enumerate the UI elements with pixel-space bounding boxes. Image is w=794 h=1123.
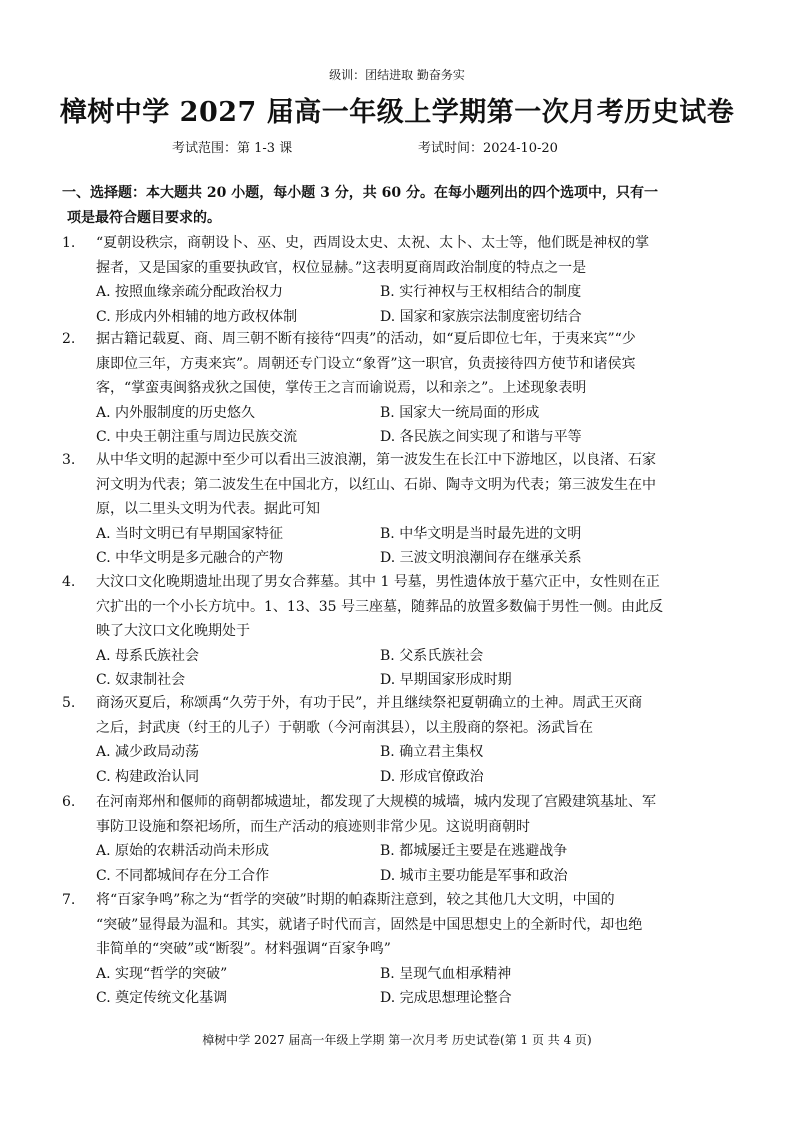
question-options (96, 401, 746, 450)
question-number: 6. (62, 794, 76, 810)
question-stem (96, 448, 746, 522)
section-line-1: 一、选择题：本大题共 20 小题，每小题 3 分，共 60 分。在每小题列出的四个选项中，只有一 (62, 185, 658, 201)
option-a[interactable]: A. 内外服制度的历史悠久 (96, 404, 256, 421)
question-3 (62, 448, 746, 571)
question-7 (62, 888, 746, 1011)
question-stem (96, 691, 746, 740)
option-c[interactable]: C. 形成内外相辅的地方政权体制 (96, 308, 298, 325)
question-number: 7. (62, 892, 76, 908)
question-stem (96, 570, 746, 644)
stem-line: 握者，又是国家的重要执政官，权位显赫。”这表明夏商周政治制度的特点之一是 (96, 259, 587, 276)
stem-line: 康即位三年，方夷来宾”。周朝还专门设立“象胥”这一职官，负责接待四方使节和诸侯宾 (96, 355, 636, 372)
option-d[interactable]: D. 三波文明浪潮间存在继承关系 (380, 550, 582, 566)
stem-line: 非简单的“突破”或“断裂”。材料强调“百家争鸣” (96, 941, 391, 957)
option-b[interactable]: B. 确立君主集权 (380, 744, 484, 760)
option-a[interactable]: A. 母系氏族社会 (96, 647, 200, 664)
stem-line: 之后，封武庚（纣王的儿子）于朝歌（今河南淇县），以主殷商的祭祀。汤武旨在 (96, 719, 593, 736)
page-title: 樟树中学 2027 届高一年级上学期第一次月考历史试卷 (59, 97, 735, 128)
question-2 (62, 327, 746, 450)
stem-line: 穴扩出的一个小长方坑中。1、13、35 号三座墓，随葬品的放置多数偏于男性一侧。由此反 (96, 598, 663, 615)
class-motto: 级训：团结进取 勤奋务实 (329, 68, 465, 82)
option-b[interactable]: B. 国家大一统局面的形成 (380, 404, 540, 421)
stem-line: 事防卫设施和祭祀场所，而生产活动的痕迹则非常少见。这说明商朝时 (96, 818, 530, 835)
stem-line: 从中华文明的起源中至少可以看出三波浪潮，第一波发生在长江中下游地区，以良渚、石家 (96, 452, 656, 468)
stem-line: 原，以二里头文明为代表。据此可知 (96, 501, 320, 517)
option-d[interactable]: D. 城市主要功能是军事和政治 (380, 867, 568, 884)
question-6 (62, 790, 746, 888)
stem-line: 大汶口文化晚期遗址出现了男女合葬墓。其中 1 号墓，男性遗体放于墓穴正中，女性则在正 (96, 574, 660, 590)
question-number: 2. (62, 331, 76, 347)
question-number: 3. (62, 452, 76, 468)
option-b[interactable]: B. 都城屡迁主要是在逃避战争 (380, 843, 568, 859)
question-5 (62, 691, 746, 789)
stem-line: 据古籍记载夏、商、周三朝不断有接待“四夷”的活动，如“夏后即位七年，于夷来宾”“少 (96, 331, 636, 347)
option-b[interactable]: B. 中华文明是当时最先进的文明 (380, 525, 582, 542)
option-c[interactable]: C. 中华文明是多元融合的产物 (96, 550, 284, 566)
section-line-2: 项是最符合题目要求的。 (67, 210, 221, 226)
stem-line: 客，“掌蛮夷闽貉戎狄之国使，掌传王之言而谕说焉，以和亲之”。上述现象表明 (96, 380, 587, 396)
question-options (96, 962, 746, 1011)
option-c[interactable]: C. 中央王朝注重与周边民族交流 (96, 429, 298, 445)
stem-line: “夏朝设秩宗，商朝设卜、巫、史，西周设太史、太祝、太卜、太士等，他们既是神权的掌 (96, 235, 650, 251)
question-options (96, 644, 746, 693)
question-options (96, 740, 746, 789)
option-d[interactable]: D. 完成思想理论整合 (380, 990, 512, 1006)
option-a[interactable]: A. 原始的农耕活动尚未形成 (96, 843, 270, 859)
exam-time: 考试时间：2024-10-20 (418, 141, 558, 156)
option-d[interactable]: D. 国家和家族宗法制度密切结合 (380, 308, 582, 325)
question-options (96, 522, 746, 571)
option-a[interactable]: A. 按照血缘亲疏分配政治权力 (96, 284, 284, 300)
question-number: 4. (62, 574, 76, 590)
option-d[interactable]: D. 早期国家形成时期 (380, 672, 512, 688)
option-d[interactable]: D. 形成官僚政治 (380, 768, 484, 785)
option-b[interactable]: B. 实行神权与王权相结合的制度 (380, 284, 582, 300)
question-stem (96, 790, 746, 839)
stem-line: “突破”显得最为温和。其实，就诸子时代而言，固然是中国思想史上的全新时代，却也绝 (96, 916, 643, 933)
question-4 (62, 570, 746, 693)
stem-line: 河文明为代表；第二波发生在中国北方，以红山、石峁、陶寺文明为代表；第三波发生在中 (96, 476, 656, 493)
stem-line: 商汤灭夏后，称颂禹“久劳于外，有功于民”，并且继续祭祀夏朝确立的土神。周武王灭商 (96, 695, 643, 711)
stem-line: 将“百家争鸣”称之为“哲学的突破”时期的帕森斯注意到，较之其他几大文明，中国的 (96, 892, 615, 908)
question-stem (96, 888, 746, 962)
option-c[interactable]: C. 构建政治认同 (96, 768, 200, 785)
stem-line: 在河南郑州和偃师的商朝都城遗址，都发现了大规模的城墙，城内发现了宫殿建筑基址、军 (96, 794, 656, 810)
stem-line: 映了大汶口文化晚期处于 (96, 623, 250, 639)
option-a[interactable]: A. 减少政局动荡 (96, 744, 200, 760)
option-c[interactable]: C. 不同都城间存在分工合作 (96, 867, 270, 884)
question-options (96, 280, 746, 329)
page-footer: 樟树中学 2027 届高一年级上学期 第一次月考 历史试卷(第 1 页 共 4 页) (202, 1033, 592, 1047)
option-c[interactable]: C. 奠定传统文化基调 (96, 990, 228, 1006)
question-number: 1. (62, 235, 76, 251)
exam-range: 考试范围：第 1-3 课 (172, 141, 293, 156)
section-instructions (62, 181, 742, 231)
option-a[interactable]: A. 实现“哲学的突破” (96, 965, 228, 982)
question-options (96, 839, 746, 888)
option-b[interactable]: B. 父系氏族社会 (380, 647, 484, 664)
question-number: 5. (62, 695, 76, 711)
option-c[interactable]: C. 奴隶制社会 (96, 672, 186, 688)
option-d[interactable]: D. 各民族之间实现了和谐与平等 (380, 429, 582, 445)
question-1 (62, 231, 746, 329)
question-stem (96, 327, 746, 401)
option-b[interactable]: B. 呈现气血相承精神 (380, 965, 512, 982)
question-stem (96, 231, 746, 280)
option-a[interactable]: A. 当时文明已有早期国家特征 (96, 525, 284, 542)
